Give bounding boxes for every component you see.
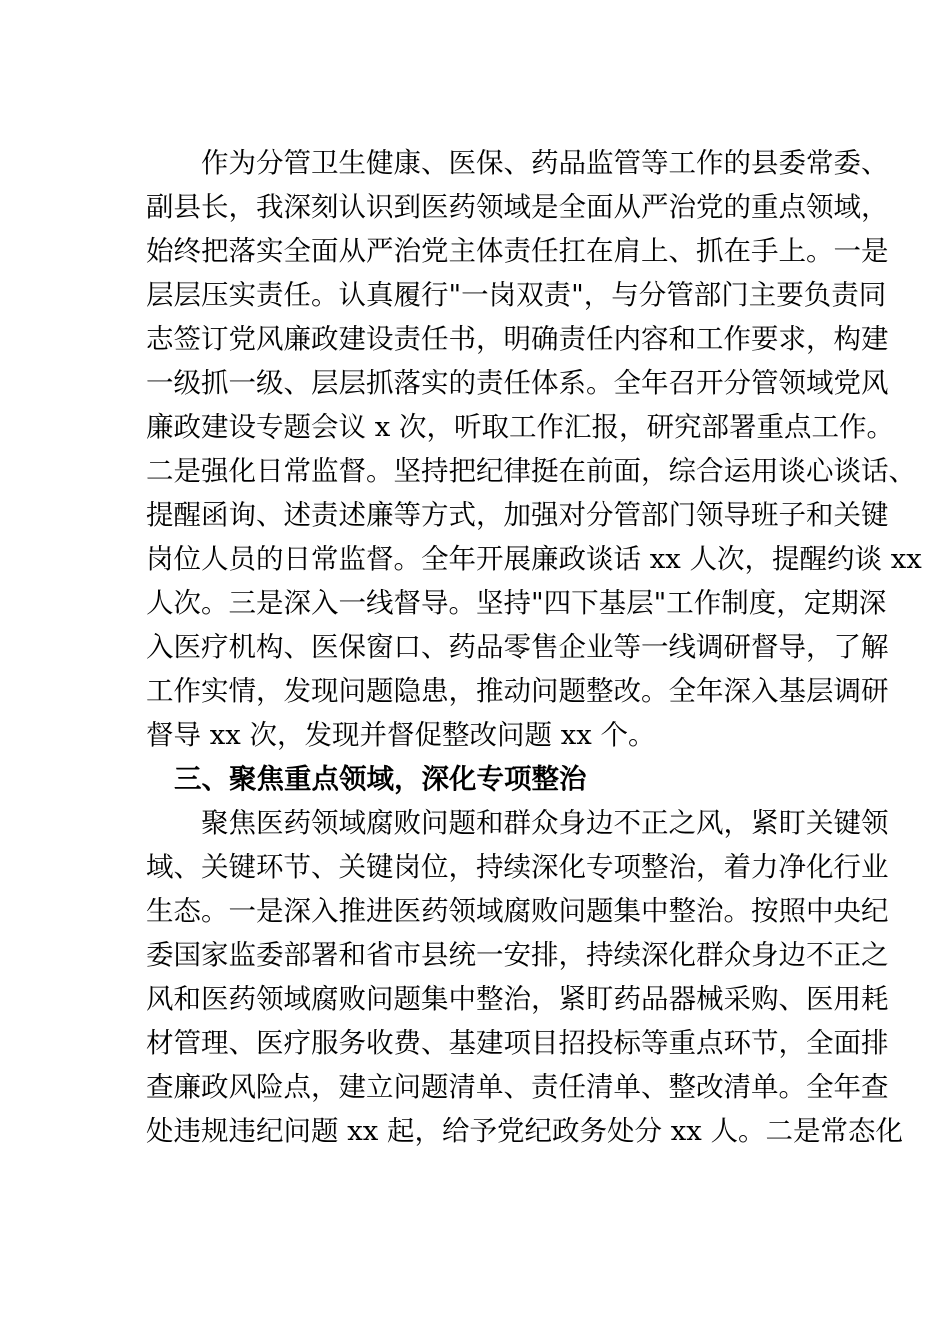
paragraph-1-line: 岗位人员的日常监督。全年开展廉政谈话 xx 人次，提醒约谈 xx bbox=[146, 543, 922, 575]
paragraph-1-line: 廉政建设专题会议 x 次，听取工作汇报，研究部署重点工作。 bbox=[146, 411, 894, 443]
paragraph-2-line: 生态。一是深入推进医药领域腐败问题集中整治。按照中央纪 bbox=[146, 895, 889, 927]
paragraph-1-line: 提醒函询、述责述廉等方式，加强对分管部门领导班子和关键 bbox=[146, 499, 889, 531]
paragraph-2-line: 风和医药领域腐败问题集中整治，紧盯药品器械采购、医用耗 bbox=[146, 983, 889, 1015]
paragraph-1-line: 二是强化日常监督。坚持把纪律挺在前面，综合运用谈心谈话、 bbox=[146, 455, 916, 487]
paragraph-1-line: 一级抓一级、层层抓落实的责任体系。全年召开分管领域党风 bbox=[146, 367, 889, 399]
paragraph-2-line: 材管理、医疗服务收费、基建项目招投标等重点环节，全面排 bbox=[146, 1027, 889, 1059]
paragraph-2-line: 处违规违纪问题 xx 起，给予党纪政务处分 xx 人。二是常态化 bbox=[146, 1115, 903, 1147]
paragraph-1-line: 作为分管卫生健康、医保、药品监管等工作的县委常委、 bbox=[146, 147, 889, 179]
paragraph-1-line: 志签订党风廉政建设责任书，明确责任内容和工作要求，构建 bbox=[146, 323, 889, 355]
paragraph-1-line: 督导 xx 次，发现并督促整改问题 xx 个。 bbox=[146, 719, 656, 751]
paragraph-2-line: 域、关键环节、关键岗位，持续深化专项整治，着力净化行业 bbox=[146, 851, 889, 883]
paragraph-1-line: 人次。三是深入一线督导。坚持"四下基层"工作制度，定期深 bbox=[146, 587, 887, 619]
section-heading: 三、聚焦重点领域，深化专项整治 bbox=[174, 763, 587, 795]
paragraph-1-line: 始终把落实全面从严治党主体责任扛在肩上、抓在手上。一是 bbox=[146, 235, 889, 267]
paragraph-2-line: 查廉政风险点，建立问题清单、责任清单、整改清单。全年查 bbox=[146, 1071, 889, 1103]
paragraph-1-line: 副县长，我深刻认识到医药领域是全面从严治党的重点领域， bbox=[146, 191, 889, 223]
paragraph-2-line: 委国家监委部署和省市县统一安排，持续深化群众身边不正之 bbox=[146, 939, 889, 971]
paragraph-1-line: 入医疗机构、医保窗口、药品零售企业等一线调研督导，了解 bbox=[146, 631, 889, 663]
paragraph-1-line: 工作实情，发现问题隐患，推动问题整改。全年深入基层调研 bbox=[146, 675, 889, 707]
paragraph-2-line: 聚焦医药领域腐败问题和群众身边不正之风，紧盯关键领 bbox=[146, 807, 889, 839]
paragraph-1-line: 层层压实责任。认真履行"一岗双责"，与分管部门主要负责同 bbox=[146, 279, 887, 311]
